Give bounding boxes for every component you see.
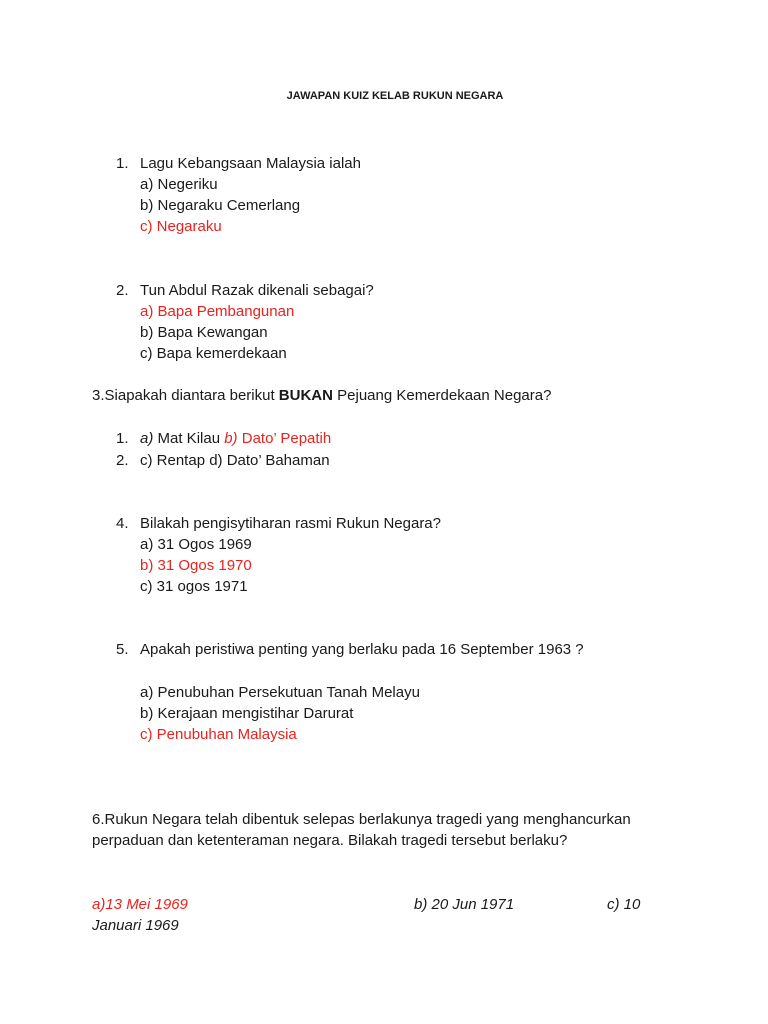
option-b-label-correct: b) (224, 430, 238, 447)
question-bold-word: BUKAN (278, 387, 333, 404)
question-number: 4. (116, 515, 129, 532)
option-b: b) 20 Jun 1971 (414, 896, 515, 913)
option-a: a) 31 Ogos 1969 (140, 536, 252, 553)
option-a-text: Mat Kilau (153, 430, 225, 447)
option-c-continued: Januari 1969 (92, 917, 179, 934)
option-a-correct: a) Bapa Pembangunan (140, 303, 295, 320)
row-number: 1. (116, 430, 129, 447)
question-prefix: 3.Siapakah diantara berikut (92, 387, 279, 404)
option-b: b) Kerajaan mengistihar Darurat (140, 705, 354, 722)
question-number: 2. (116, 282, 129, 299)
option-b-text-correct: Dato’ Pepatih (237, 430, 332, 447)
row-number: 2. (116, 452, 129, 469)
options-row-1 (140, 428, 331, 449)
option-b-correct: b) 31 Ogos 1970 (140, 557, 252, 574)
question-number: 1. (116, 155, 129, 172)
option-c: c) 31 ogos 1971 (140, 578, 248, 595)
option-a: a) Negeriku (140, 176, 218, 193)
question-suffix: Pejuang Kemerdekaan Negara? (332, 387, 552, 404)
option-c-correct: c) Negaraku (140, 218, 222, 235)
option-c: c) Bapa kemerdekaan (140, 345, 287, 362)
question-text: Tun Abdul Razak dikenali sebagai? (140, 282, 374, 299)
question-text: Bilakah pengisytiharan rasmi Rukun Negara? (140, 515, 441, 532)
question-text: Lagu Kebangsaan Malaysia ialah (140, 155, 361, 172)
option-a-correct: a)13 Mei 1969 (92, 896, 188, 913)
option-b: b) Negaraku Cemerlang (140, 197, 301, 214)
question-number: 5. (116, 641, 129, 658)
question-text (92, 385, 551, 406)
option-b: b) Bapa Kewangan (140, 324, 268, 341)
page-title: JAWAPAN KUIZ KELAB RUKUN NEGARA (286, 90, 504, 102)
option-c-correct: c) Penubuhan Malaysia (140, 726, 297, 743)
option-c: c) 10 (607, 896, 641, 913)
option-a: a) Penubuhan Persekutuan Tanah Melayu (140, 684, 420, 701)
option-a-label: a) (140, 430, 154, 447)
question-text: 6.Rukun Negara telah dibentuk selepas berlakunya tragedi yang menghancurkan perpaduan dan ketenteraman negara. Bilakah tragedi tersebut berlaku? (92, 811, 631, 849)
options-row-2: c) Rentap d) Dato’ Bahaman (140, 452, 330, 469)
question-text: Apakah peristiwa penting yang berlaku pada 16 September 1963 ? (140, 641, 584, 658)
